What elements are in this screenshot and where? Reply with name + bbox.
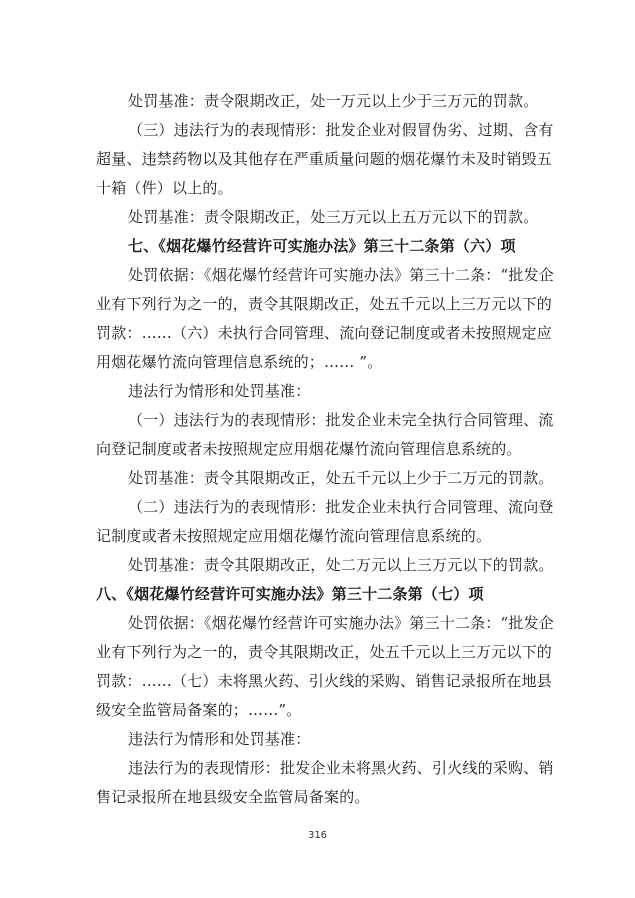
- section-heading: 七、《烟花爆竹经营许可实施办法》第三十二条第（六）项: [128, 237, 516, 255]
- section-heading: 八、《烟花爆竹经营许可实施办法》第三十二条第（七）项: [96, 585, 484, 603]
- paragraph-line: 业有下列行为之一的，责令其限期改正，处五千元以上三万元以下的: [96, 643, 553, 661]
- paragraph-line: 处罚基准：责令其限期改正，处五千元以上少于二万元的罚款。: [128, 469, 554, 487]
- paragraph-line: 处罚基准：责令其限期改正，处二万元以上三万元以下的罚款。: [128, 556, 554, 574]
- paragraph-line: 超量、违禁药物以及其他存在严重质量问题的烟花爆竹未及时销毁五: [96, 150, 553, 168]
- paragraph-line: 处罚基准：责令限期改正，处三万元以上五万元以下的罚款。: [128, 208, 539, 226]
- paragraph-line: 级安全监管局备案的；……”。: [96, 701, 302, 719]
- paragraph-line: 罚款：……（七）未将黑火药、引火线的采购、销售记录报所在地县: [96, 672, 553, 690]
- paragraph-line: 处罚基准：责令限期改正，处一万元以上少于三万元的罚款。: [128, 92, 539, 110]
- paragraph-line: 记制度或者未按照规定应用烟花爆竹流向管理信息系统的。: [96, 527, 492, 545]
- paragraph-line: 罚款：……（六）未执行合同管理、流向登记制度或者未按照规定应: [96, 324, 553, 342]
- paragraph-line: 业有下列行为之一的，责令其限期改正，处五千元以上三万元以下的: [96, 295, 553, 313]
- paragraph-line: 处罚依据：《烟花爆竹经营许可实施办法》第三十二条：“批发企: [128, 266, 554, 284]
- paragraph-line: 违法行为情形和处罚基准：: [128, 382, 311, 400]
- paragraph-line: 十箱（件）以上的。: [96, 179, 233, 197]
- paragraph-line: （一）违法行为的表现情形：批发企业未完全执行合同管理、流: [128, 411, 554, 429]
- paragraph-line: （三）违法行为的表现情形：批发企业对假冒伪劣、过期、含有: [128, 121, 554, 139]
- paragraph-line: 售记录报所在地县级安全监管局备案的。: [96, 788, 370, 806]
- paragraph-line: 处罚依据：《烟花爆竹经营许可实施办法》第三十二条：“批发企: [128, 614, 554, 632]
- paragraph-line: 用烟花爆竹流向管理信息系统的；…… ”。: [96, 353, 383, 371]
- paragraph-line: 违法行为的表现情形：批发企业未将黑火药、引火线的采购、销: [128, 759, 554, 777]
- paragraph-line: 违法行为情形和处罚基准：: [128, 730, 311, 748]
- paragraph-line: 向登记制度或者未按照规定应用烟花爆竹流向管理信息系统的。: [96, 440, 522, 458]
- paragraph-line: （二）违法行为的表现情形：批发企业未执行合同管理、流向登: [128, 498, 554, 516]
- page-number: 316: [307, 830, 328, 841]
